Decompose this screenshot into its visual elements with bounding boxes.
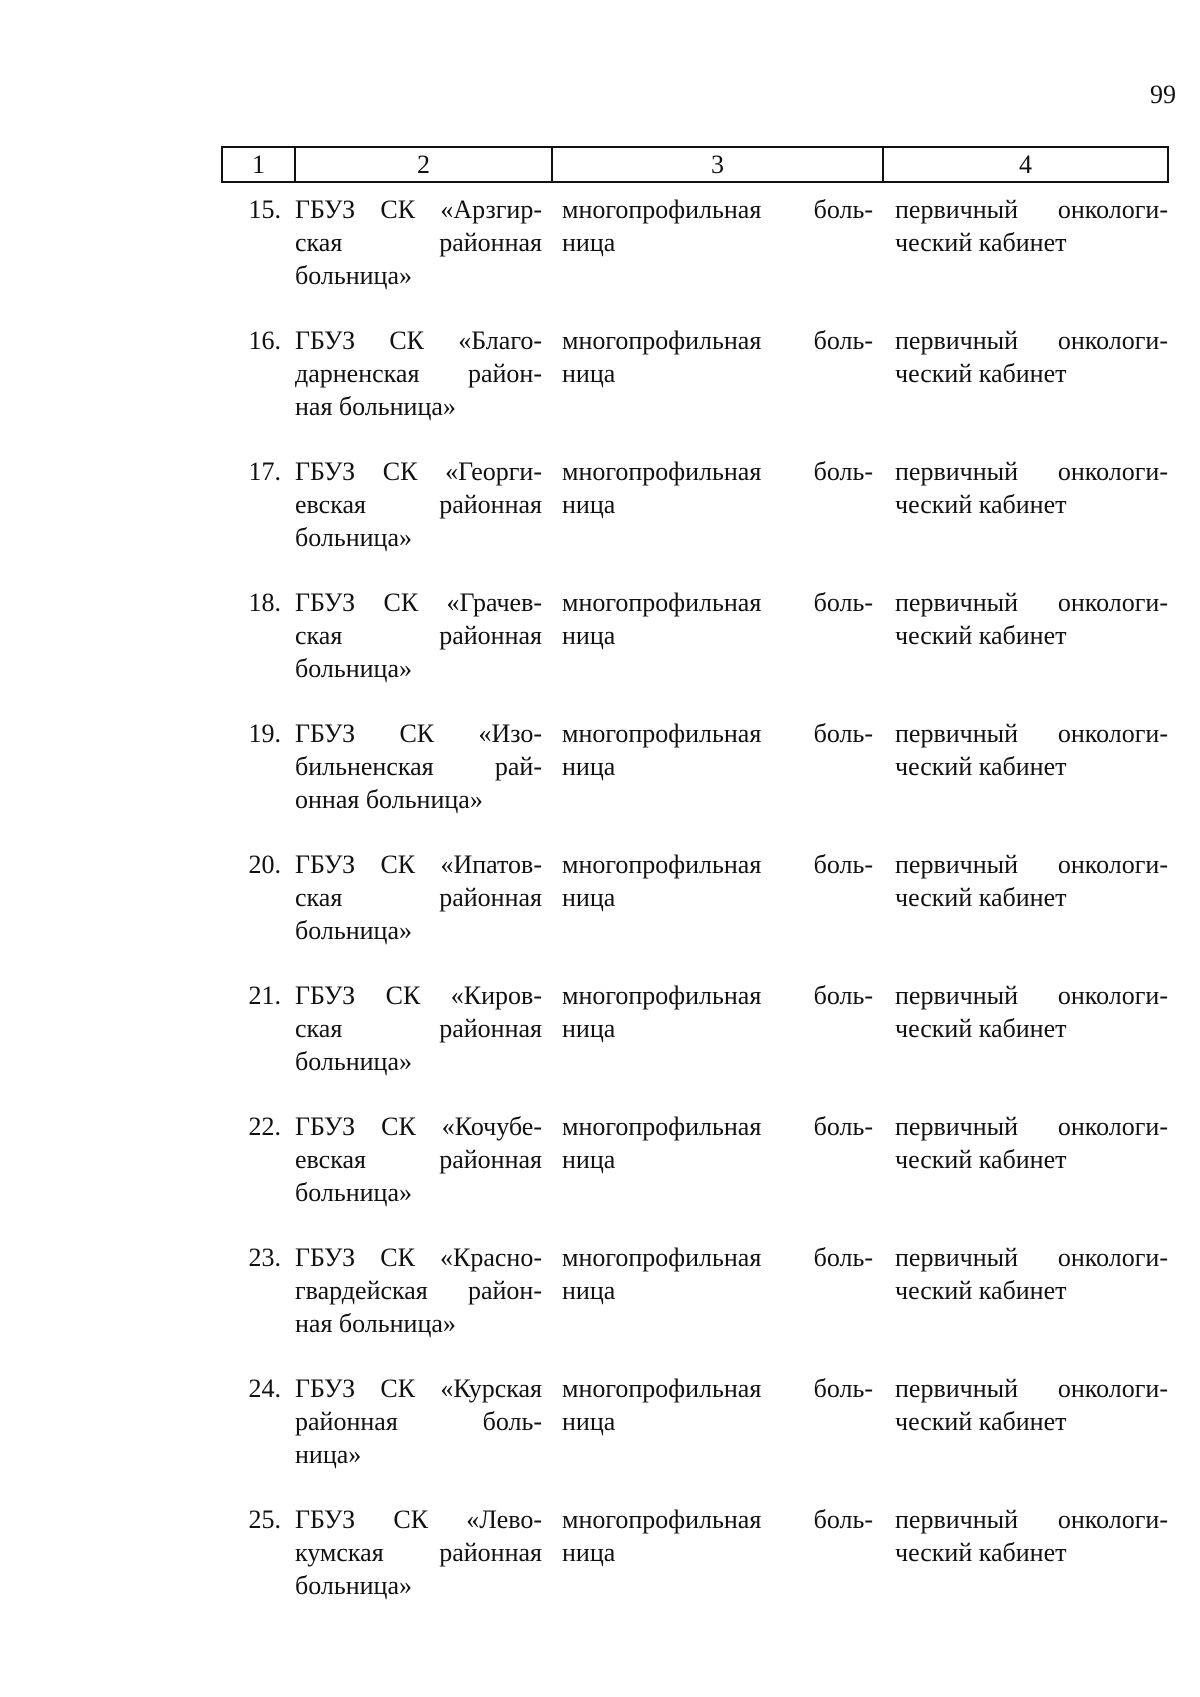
facility-type-line: многопрофильная боль- (562, 326, 873, 355)
unit-kind (883, 717, 1168, 848)
facility-type (552, 979, 883, 1110)
table-row (222, 1372, 1168, 1503)
facility-type (552, 586, 883, 717)
row-number-text: 24. (248, 1374, 281, 1403)
facility-name (295, 1372, 552, 1503)
row-number-text: 22. (248, 1112, 281, 1141)
table-row (222, 848, 1168, 979)
facility-type (552, 455, 883, 586)
facility-type-line: ница (562, 1407, 616, 1436)
facility-type (552, 1372, 883, 1503)
facility-type-line: многопрофильная боль- (562, 1243, 873, 1272)
unit-kind-line: первичный онкологи- (895, 981, 1168, 1010)
unit-kind-line: первичный онкологи- (895, 850, 1168, 879)
table-row (222, 182, 1168, 324)
unit-kind-line: первичный онкологи- (895, 457, 1168, 486)
row-number-text: 17. (248, 457, 281, 486)
facility-name-line: ГБУЗ СК «Ипатов- (295, 850, 542, 879)
unit-kind-line: ческий кабинет (895, 883, 1067, 912)
facility-type (552, 1110, 883, 1241)
facility-name (295, 1110, 552, 1241)
facility-name-line: больница» (295, 261, 412, 290)
facility-type-line: ница (562, 1145, 616, 1174)
facility-name-line: больница» (295, 1047, 412, 1076)
table-row (222, 717, 1168, 848)
table-row (222, 979, 1168, 1110)
unit-kind (883, 1372, 1168, 1503)
unit-kind-line: первичный онкологи- (895, 195, 1168, 224)
unit-kind-line: первичный онкологи- (895, 1243, 1168, 1272)
unit-kind-line: ческий кабинет (895, 1538, 1067, 1567)
facility-type-line: многопрофильная боль- (562, 850, 873, 879)
facility-name (295, 1241, 552, 1372)
facility-name-line: ГБУЗ СК «Красно- (295, 1243, 542, 1272)
facility-name-line: бильненская рай- (295, 752, 542, 781)
facility-name (295, 182, 552, 324)
row-number (222, 1372, 295, 1503)
unit-kind-line: ческий кабинет (895, 490, 1067, 519)
row-number-text: 20. (248, 850, 281, 879)
facility-type (552, 848, 883, 979)
facility-name (295, 324, 552, 455)
facility-name-line: ная больница» (295, 1309, 456, 1338)
facility-type-line: многопрофильная боль- (562, 195, 873, 224)
facility-name (295, 455, 552, 586)
unit-kind-line: ческий кабинет (895, 1407, 1067, 1436)
unit-kind (883, 979, 1168, 1110)
row-number-text: 18. (248, 588, 281, 617)
facility-type-line: ница (562, 1014, 616, 1043)
facility-type-line: многопрофильная боль- (562, 457, 873, 486)
row-number-text: 25. (248, 1505, 281, 1534)
unit-kind-line: первичный онкологи- (895, 588, 1168, 617)
unit-kind-line: ческий кабинет (895, 1014, 1067, 1043)
unit-kind-line: ческий кабинет (895, 1145, 1067, 1174)
facility-type (552, 182, 883, 324)
row-number (222, 1503, 295, 1634)
facility-name (295, 717, 552, 848)
row-number (222, 455, 295, 586)
unit-kind-line: ческий кабинет (895, 752, 1067, 781)
row-number (222, 182, 295, 324)
unit-kind-line: первичный онкологи- (895, 1505, 1168, 1534)
facility-name-line: ГБУЗ СК «Георги- (295, 457, 542, 486)
table-row (222, 1110, 1168, 1241)
unit-kind (883, 455, 1168, 586)
unit-kind-line: первичный онкологи- (895, 1374, 1168, 1403)
facility-name-line: ГБУЗ СК «Арзгир- (295, 195, 542, 224)
row-number (222, 586, 295, 717)
page-number: 99 (1150, 80, 1176, 109)
unit-kind (883, 586, 1168, 717)
facility-type-line: ница (562, 490, 616, 519)
table-row (222, 324, 1168, 455)
unit-kind-line: первичный онкологи- (895, 719, 1168, 748)
facility-type-line: ница (562, 1538, 616, 1567)
row-number-text: 16. (248, 326, 281, 355)
header-row (222, 147, 1168, 182)
unit-kind (883, 1241, 1168, 1372)
header-col-1: 1 (222, 147, 295, 182)
facility-name-line: ГБУЗ СК «Курская (295, 1374, 542, 1403)
facility-type-line: многопрофильная боль- (562, 1112, 873, 1141)
facility-name-line: ГБУЗ СК «Грачев- (295, 588, 542, 617)
facility-type-line: многопрофильная боль- (562, 1374, 873, 1403)
facility-name-line: евская районная (295, 1145, 542, 1174)
unit-kind (883, 324, 1168, 455)
header-col-3: 3 (552, 147, 883, 182)
facility-type-line: многопрофильная боль- (562, 719, 873, 748)
facility-name (295, 848, 552, 979)
facility-name-line: ская районная (295, 883, 542, 912)
facility-type-line: ница (562, 228, 616, 257)
facility-type-line: ница (562, 359, 616, 388)
facility-type (552, 1503, 883, 1634)
unit-kind-line: ческий кабинет (895, 228, 1067, 257)
facility-name-line: ГБУЗ СК «Благо- (295, 326, 542, 355)
facility-name-line: онная больница» (295, 785, 483, 814)
table-row (222, 455, 1168, 586)
row-number (222, 1110, 295, 1241)
table-body (222, 182, 1168, 1634)
facility-type (552, 324, 883, 455)
table-row (222, 1503, 1168, 1634)
row-number (222, 848, 295, 979)
unit-kind-line: ческий кабинет (895, 359, 1067, 388)
facilities-table (221, 146, 1169, 1634)
table-row (222, 586, 1168, 717)
unit-kind-line: первичный онкологи- (895, 1112, 1168, 1141)
facility-name-line: ГБУЗ СК «Кочубе- (295, 1112, 542, 1141)
row-number-text: 23. (248, 1243, 281, 1272)
unit-kind (883, 1503, 1168, 1634)
facility-name-line: районная боль- (295, 1407, 542, 1436)
facility-type (552, 1241, 883, 1372)
facility-name-line: ГБУЗ СК «Изо- (295, 719, 542, 748)
row-number (222, 324, 295, 455)
facility-name (295, 586, 552, 717)
facility-type-line: ница (562, 1276, 616, 1305)
table-row (222, 1241, 1168, 1372)
facility-type-line: многопрофильная боль- (562, 1505, 873, 1534)
facility-name-line: евская районная (295, 490, 542, 519)
facility-name (295, 1503, 552, 1634)
row-number-text: 21. (248, 981, 281, 1010)
facility-name-line: ская районная (295, 621, 542, 650)
facility-type (552, 717, 883, 848)
facility-type-line: ница (562, 621, 616, 650)
facility-name-line: ница» (295, 1440, 362, 1469)
unit-kind-line: первичный онкологи- (895, 326, 1168, 355)
facility-name-line: кумская районная (295, 1538, 542, 1567)
facility-type-line: ница (562, 752, 616, 781)
row-number (222, 1241, 295, 1372)
row-number (222, 979, 295, 1110)
facility-name-line: ГБУЗ СК «Киров- (295, 981, 542, 1010)
facility-name-line: больница» (295, 916, 412, 945)
facility-type-line: многопрофильная боль- (562, 981, 873, 1010)
header-col-2: 2 (295, 147, 552, 182)
row-number (222, 717, 295, 848)
facility-name-line: больница» (295, 1178, 412, 1207)
facility-name-line: гвардейская район- (295, 1276, 542, 1305)
unit-kind-line: ческий кабинет (895, 621, 1067, 650)
row-number-text: 19. (248, 719, 281, 748)
facility-name-line: ГБУЗ СК «Лево- (295, 1505, 542, 1534)
unit-kind-line: ческий кабинет (895, 1276, 1067, 1305)
row-number-text: 15. (248, 195, 281, 224)
facility-name-line: ская районная (295, 1014, 542, 1043)
facility-name-line: больница» (295, 523, 412, 552)
facility-name-line: дарненская район- (295, 359, 542, 388)
unit-kind (883, 182, 1168, 324)
facility-type-line: ница (562, 883, 616, 912)
header-col-4: 4 (883, 147, 1168, 182)
facility-name-line: больница» (295, 1571, 412, 1600)
facility-type-line: многопрофильная боль- (562, 588, 873, 617)
facility-name-line: ская районная (295, 228, 542, 257)
unit-kind (883, 848, 1168, 979)
facility-name (295, 979, 552, 1110)
unit-kind (883, 1110, 1168, 1241)
facility-name-line: больница» (295, 654, 412, 683)
facility-name-line: ная больница» (295, 392, 456, 421)
table-header (222, 147, 1168, 182)
